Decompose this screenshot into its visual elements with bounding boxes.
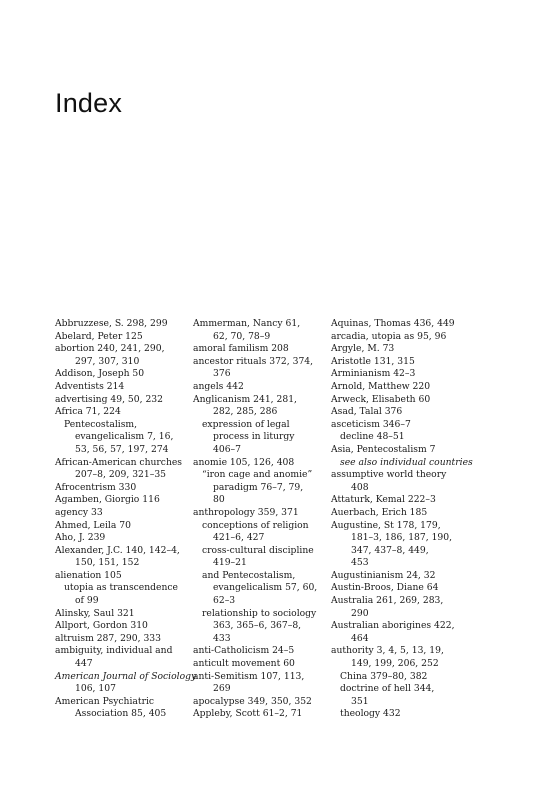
index-continuation: 149, 199, 206, 252 <box>351 658 439 670</box>
index-entry: Abbruzzese, S. 298, 299 <box>55 318 168 329</box>
index-continuation: of 99 <box>75 595 99 607</box>
index-entry: abortion 240, 241, 290, <box>55 343 165 355</box>
index-continuation: 408 <box>351 481 369 493</box>
index-continuation: 290 <box>351 607 369 619</box>
index-entry: Ammerman, Nancy 61, <box>193 318 301 329</box>
index-entry: arcadia, utopia as 95, 96 <box>331 330 447 342</box>
index-entry: anti-Catholicism 24–5 <box>193 645 295 657</box>
index-column-3 <box>331 318 471 721</box>
index-subentry: and Pentecostalism, <box>202 569 296 581</box>
index-entry: assumptive world theory <box>331 469 447 481</box>
index-continuation: 447 <box>75 658 93 670</box>
index-entry: American Psychiatric <box>55 695 155 707</box>
index-subentry: theology 432 <box>340 708 401 720</box>
index-continuation: evangelicalism 7, 16, <box>75 431 174 443</box>
page-title: Index <box>55 88 123 118</box>
index-entry: Agamben, Giorgio 116 <box>55 494 160 506</box>
index-subentry: conceptions of religion <box>202 519 309 531</box>
index-entry: ambiguity, individual and <box>55 645 173 657</box>
index-continuation: 406–7 <box>213 443 241 455</box>
index-subentry: utopia as transcendence <box>64 582 178 594</box>
index-entry: advertising 49, 50, 232 <box>55 393 163 405</box>
index-entry: Australia 261, 269, 283, <box>331 595 444 607</box>
index-continuation: evangelicalism 57, 60, <box>213 582 318 594</box>
index-continuation: 351 <box>351 695 369 707</box>
index-entry: Addison, Joseph 50 <box>55 368 145 380</box>
index-entry: alienation 105 <box>55 569 122 581</box>
index-continuation: process in liturgy <box>213 431 295 443</box>
index-entry: Adventists 214 <box>55 380 125 392</box>
index-continuation: 376 <box>213 368 231 380</box>
index-entry: Augustine, St 178, 179, <box>331 519 441 531</box>
index-subentry: relationship to sociology <box>202 607 317 619</box>
index-subentry: expression of legal <box>202 418 290 430</box>
index-entry: Africa 71, 224 <box>55 406 121 418</box>
index-continuation: 80 <box>213 494 225 506</box>
index-continuation: 464 <box>351 632 369 644</box>
index-subentry: cross-cultural discipline <box>202 544 314 556</box>
index-entry: anticult movement 60 <box>193 658 295 670</box>
index-entry: Arnold, Matthew 220 <box>331 380 431 392</box>
index-entry: apocalypse 349, 350, 352 <box>193 695 312 707</box>
index-entry: Anglicanism 241, 281, <box>193 393 297 405</box>
index-entry: authority 3, 4, 5, 13, 19, <box>331 645 444 657</box>
index-entry: Attaturk, Kemal 222–3 <box>331 494 436 506</box>
index-continuation: 269 <box>213 683 231 695</box>
index-entry: Aho, J. 239 <box>55 532 106 544</box>
index-entry: Aquinas, Thomas 436, 449 <box>331 318 455 329</box>
index-entry: Augustinianism 24, 32 <box>331 569 436 581</box>
index-entry: Auerbach, Erich 185 <box>331 506 428 518</box>
index-continuation: 181–3, 186, 187, 190, <box>351 532 453 544</box>
index-column-2 <box>193 318 333 721</box>
index-continuation: 453 <box>351 557 369 569</box>
index-entry: Argyle, M. 73 <box>331 343 395 355</box>
index-continuation: 347, 437–8, 449, <box>351 544 429 556</box>
index-entry: Allport, Gordon 310 <box>55 620 148 632</box>
index-entry: Australian aborigines 422, <box>331 620 455 632</box>
index-entry: Ahmed, Leila 70 <box>55 519 131 531</box>
index-entry: agency 33 <box>55 506 103 518</box>
index-subentry: “iron cage and anomie” <box>202 469 313 481</box>
index-continuation: 53, 56, 57, 197, 274 <box>75 443 169 455</box>
index-entry: amoral familism 208 <box>193 343 289 355</box>
index-continuation: 297, 307, 310 <box>75 355 140 367</box>
index-entry: Alexander, J.C. 140, 142–4, <box>55 544 180 556</box>
index-continuation: 282, 285, 286 <box>213 406 278 418</box>
index-continuation: paradigm 76–7, 79, <box>213 481 304 493</box>
index-entry: Alinsky, Saul 321 <box>55 607 135 619</box>
index-entry: Abelard, Peter 125 <box>55 330 143 342</box>
index-entry: Asad, Talal 376 <box>331 406 403 418</box>
index-subentry: doctrine of hell 344, <box>340 683 435 695</box>
index-entry: altruism 287, 290, 333 <box>55 632 161 644</box>
index-entry: anomie 105, 126, 408 <box>193 456 295 468</box>
index-continuation: 433 <box>213 632 231 644</box>
index-entry: Austin-Broos, Diane 64 <box>331 582 439 594</box>
index-continuation: 363, 365–6, 367–8, <box>213 620 302 632</box>
index-entry: Arminianism 42–3 <box>331 368 416 380</box>
index-continuation: Association 85, 405 <box>75 708 167 720</box>
index-entry: Aristotle 131, 315 <box>331 355 415 367</box>
index-column-1 <box>55 318 195 721</box>
index-continuation: 62, 70, 78–9 <box>213 330 271 342</box>
index-entry: Afrocentrism 330 <box>55 481 137 493</box>
index-entry: angels 442 <box>193 380 244 392</box>
index-entry: anthropology 359, 371 <box>193 506 299 518</box>
index-continuation: 150, 151, 152 <box>75 557 140 569</box>
index-entry: Appleby, Scott 61–2, 71 <box>193 708 303 720</box>
index-entry: Arweck, Elisabeth 60 <box>331 393 431 405</box>
index-continuation: 419–21 <box>213 557 247 569</box>
index-continuation: 62–3 <box>213 595 236 607</box>
index-entry: anti-Semitism 107, 113, <box>193 670 305 682</box>
index-entry: African-American churches <box>55 456 183 468</box>
index-subentry: China 379–80, 382 <box>340 670 428 682</box>
index-continuation: 207–8, 209, 321–35 <box>75 469 167 481</box>
index-entry: asceticism 346–7 <box>331 418 411 430</box>
index-subentry: decline 48–51 <box>340 431 405 443</box>
index-entry: ancestor rituals 372, 374, <box>193 355 314 367</box>
index-continuation: 106, 107 <box>75 683 116 695</box>
index-entry: American Journal of Sociology <box>55 670 197 682</box>
index-subentry: see also individual countries <box>340 456 473 468</box>
index-subentry: Pentecostalism, <box>64 418 138 430</box>
index-continuation: 421–6, 427 <box>213 532 265 544</box>
index-entry: Asia, Pentecostalism 7 <box>331 443 436 455</box>
